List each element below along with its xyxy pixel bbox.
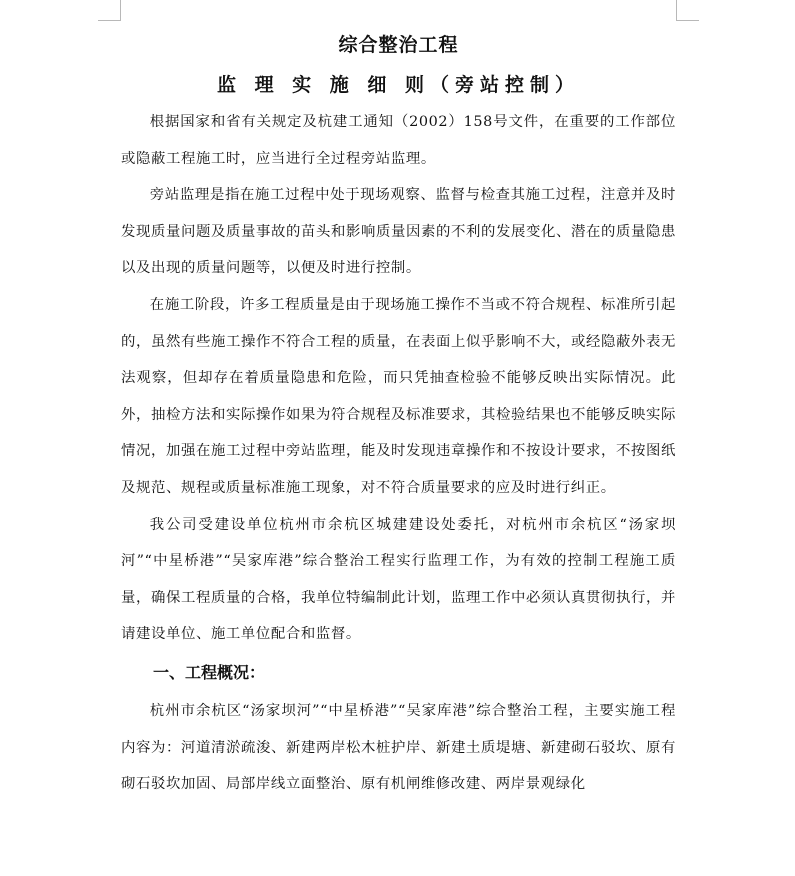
paragraph-intro: 根据国家和省有关规定及杭建工通知（2002）158号文件，在重要的工作部位或隐蔽工程施工时，应当进行全过程旁站监理。: [121, 114, 676, 167]
page-bottom-edge: [0, 870, 795, 876]
document-title: 综合整治工程: [338, 34, 459, 56]
paragraph-commission: 我公司受建设单位杭州市余杭区城建建设处委托，对杭州市余杭区“汤家坝河”“中星桥港”“吴家库港”综合整治工程实行监理工作，为有效的控制工程施工质量，确保工程质量的合格，我单位特编制此计划，监理工作中必须认真贯彻执行，并请建设单位、施工单位配合和监督。: [121, 516, 676, 643]
crop-mark-top-right: [676, 0, 699, 21]
document-subtitle: 监 理 实 施 细 则（旁站控制）: [216, 74, 581, 96]
section-heading-overview: 一、工程概况：: [153, 662, 266, 682]
paragraph-definition: 旁站监理是指在施工过程中处于现场观察、监督与检查其施工过程，注意并及时发现质量问题及质量事故的苗头和影响质量因素的不利的发展变化、潜在的质量隐患以及出现的质量问题等，以便及时进行控制。: [121, 187, 676, 277]
paragraph-construction-stage: 在施工阶段，许多工程质量是由于现场施工操作不当或不符合规程、标准所引起的，虽然有些施工操作不符合工程的质量，在表面上似乎影响不大，或经隐蔽外表无法观察，但却存在着质量隐患和危险，而只凭抽查检验不能够反映出实际情况。此外，抽检方法和实际操作如果为符合规程及标准要求，其检验结果也不能够反映实际情况，加强在施工过程中旁站监理，能及时发现违章操作和不按设计要求，不按图纸及规范、规程或质量标准施工现象，对不符合质量要求的应及时进行纠正。: [121, 296, 676, 496]
paragraph-overview: 杭州市余杭区“汤家坝河”“中星桥港”“吴家库港”综合整治工程，主要实施工程内容为：河道清淤疏浚、新建两岸松木桩护岸、新建土质堤塘、新建砌石驳坎、原有砌石驳坎加固、局部岸线立面整治、原有机闸维修改建、两岸景观绿化: [121, 702, 676, 793]
document-body: [121, 30, 676, 803]
crop-mark-top-left: [98, 0, 121, 21]
